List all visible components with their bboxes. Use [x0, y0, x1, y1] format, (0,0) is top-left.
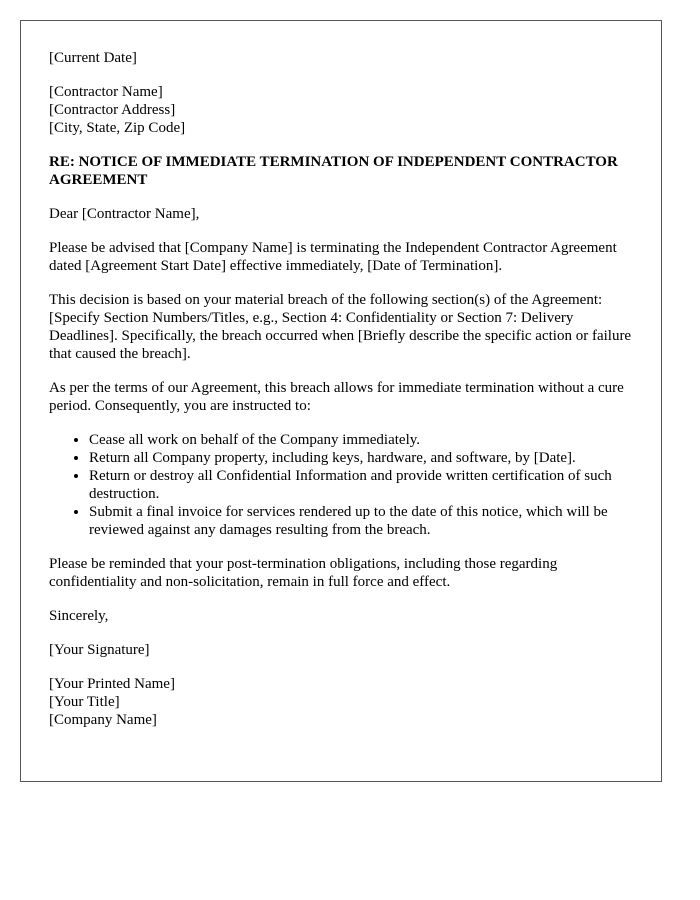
sender-block: [49, 675, 633, 729]
closing-paragraph: Please be reminded that your post-termination obligations, including those regarding confidentiality and non-solicitation, remain in full force and effect.: [49, 556, 558, 590]
letter: [20, 20, 662, 782]
paragraph: As per the terms of our Agreement, this breach allows for immediate termination without a cure period. Consequently, you are instructed to:: [49, 380, 624, 414]
subject-line: RE: NOTICE OF IMMEDIATE TERMINATION OF INDEPENDENT CONTRACTOR AGREEMENT: [49, 154, 618, 188]
salutation: Dear [Contractor Name],: [49, 206, 200, 222]
list-item: • Submit a final invoice for services rendered up to the date of this notice, which will be reviewed against any damages resulting from the breach.: [89, 503, 633, 539]
closing: Sincerely,: [49, 608, 109, 624]
sender-name: [Your Printed Name]: [49, 676, 175, 692]
letter-date: [Current Date]: [49, 50, 137, 66]
list-item: • Return all Company property, including keys, hardware, and software, by [Date].: [89, 449, 633, 467]
paragraph: Please be advised that [Company Name] is terminating the Independent Contractor Agreement dated [Agreement Start Date] effective immediately, [Date of Termination].: [49, 240, 617, 274]
list-item: • Return or destroy all Confidential Information and provide written certification of such destruction.: [89, 467, 633, 503]
sender-company: [Company Name]: [49, 712, 157, 728]
recipient-city: [City, State, Zip Code]: [49, 120, 186, 136]
signature: [Your Signature]: [49, 642, 150, 658]
recipient-name: [Contractor Name]: [49, 84, 163, 100]
list-item: • Cease all work on behalf of the Company immediately.: [89, 431, 633, 449]
instruction-list: [49, 431, 633, 539]
recipient-address: [49, 83, 633, 137]
recipient-address-line: [Contractor Address]: [49, 102, 176, 118]
paragraph: This decision is based on your material breach of the following section(s) of the Agreement: [Specify Section Numbers/Titles, e.g., Section 4: Confidentiality or Section 7: Delivery Deadlines]. Specifically, the breach occurred when [Briefly describe the specific action or failure that caused the breach].: [49, 292, 632, 362]
sender-title: [Your Title]: [49, 694, 120, 710]
